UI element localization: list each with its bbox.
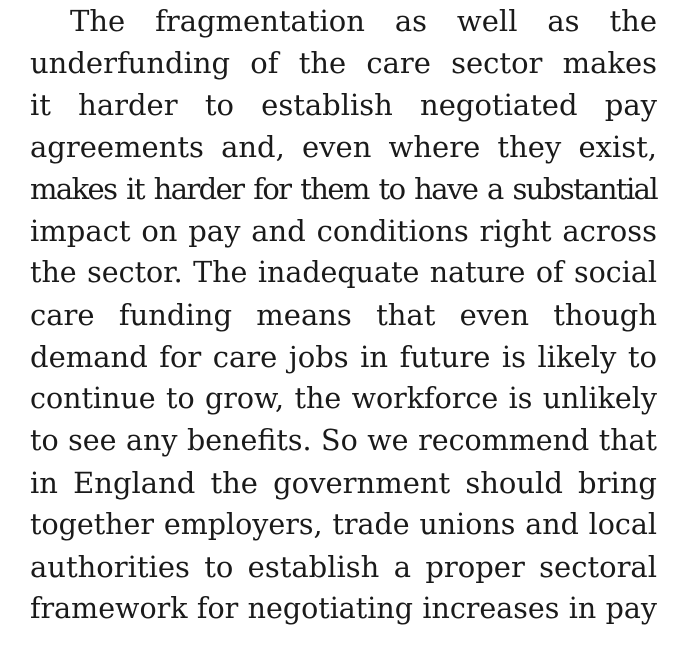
text-line: in England the government should bring xyxy=(30,466,657,500)
text-line: together employers, trade unions and local xyxy=(30,508,657,541)
text-line: The fragmentation as well as the xyxy=(70,4,657,38)
text-line: impact on pay and conditions right across xyxy=(30,214,657,248)
text-line: authorities to establish a proper sectoral xyxy=(30,550,657,584)
text-line: demand for care jobs in future is likely to xyxy=(30,340,657,374)
text-line: makes it harder for them to have a substantial xyxy=(30,172,657,206)
text-line: agreements and, even where they exist, xyxy=(30,130,657,164)
text-line: to see any benefits. So we recommend that xyxy=(30,424,657,457)
text-line: continue to grow, the workforce is unlikely xyxy=(30,382,657,415)
text-line: the sector. The inadequate nature of social xyxy=(30,256,657,289)
text-line: underfunding of the care sector makes xyxy=(30,46,657,80)
text-line: it harder to establish negotiated pay xyxy=(30,88,657,122)
text-line: framework for negotiating increases in pay xyxy=(30,592,657,625)
text-line: care funding means that even though xyxy=(30,298,657,332)
